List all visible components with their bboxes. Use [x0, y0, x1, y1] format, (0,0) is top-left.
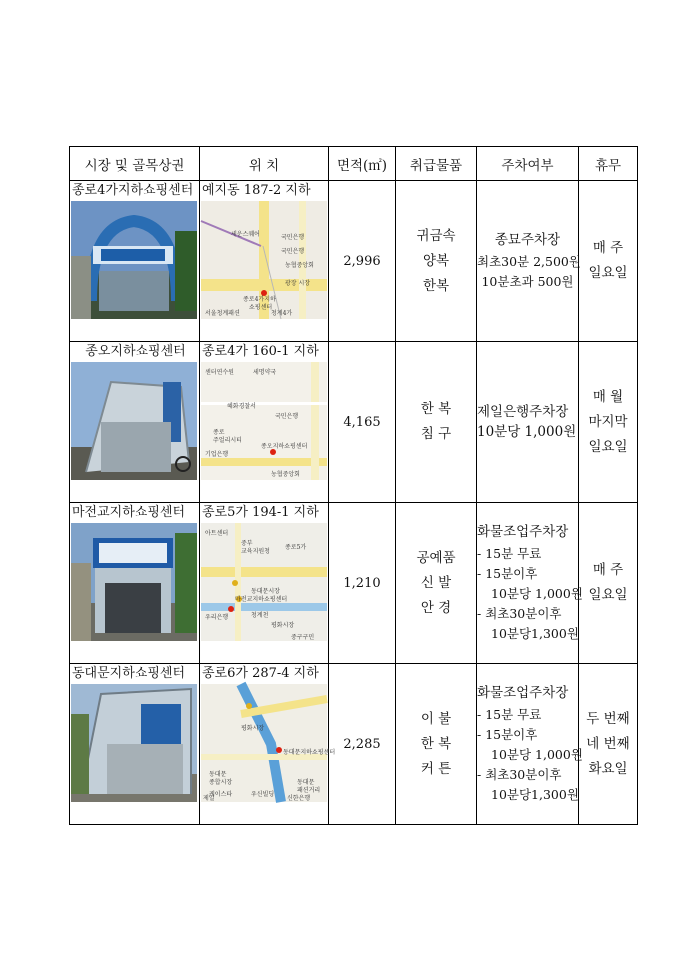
location-cell	[200, 664, 336, 825]
goods-cell	[396, 342, 477, 503]
goods-cell	[396, 503, 477, 664]
map-label: 세명약국	[253, 369, 277, 376]
goods-item: 침 구	[420, 426, 452, 442]
parking-line: 10분당 1,000원	[491, 586, 583, 601]
parking-cell	[477, 181, 579, 342]
map-label: 우리은행	[205, 614, 229, 621]
address: 종로4가 160-1 지하	[202, 344, 319, 359]
parking-line: - 15분이후	[477, 727, 538, 742]
closed-line: 매 주	[592, 240, 624, 256]
map-label: 케이스타	[209, 791, 233, 798]
entrance-photo	[71, 362, 197, 480]
map-label: 센터연수원	[205, 369, 234, 376]
entrance-photo	[71, 523, 197, 641]
goods-item: 한 복	[420, 401, 452, 417]
closed-line: 일요일	[588, 265, 628, 281]
market-name-cell	[70, 503, 200, 664]
closed-line: 매 월	[592, 388, 624, 405]
table-row	[70, 342, 638, 503]
goods-item: 한 복	[420, 735, 452, 752]
closed-line: 화요일	[588, 760, 628, 777]
area-value: 2,285	[329, 664, 396, 825]
header-parking: 주차여부	[477, 147, 579, 181]
map-label: 아트센터	[205, 530, 229, 537]
location-cell	[200, 181, 329, 342]
map-label: 패션거리	[297, 787, 321, 794]
map-label: 마전교지하쇼핑센터	[235, 596, 288, 603]
entrance-photo	[71, 201, 197, 319]
closed-line: 네 번째	[586, 735, 630, 752]
parking-title: 화물조업주차장	[477, 524, 569, 540]
parking-line: - 15분 무료	[477, 707, 542, 722]
parking-title: 종묘주차장	[494, 232, 561, 248]
goods-cell	[396, 664, 477, 825]
goods-item: 공예품	[416, 549, 456, 566]
closed-line: 마지막	[588, 413, 628, 430]
header-location: 위 치	[200, 147, 329, 181]
map-label: 중구구민	[291, 634, 315, 641]
table-row	[70, 181, 638, 342]
parking-line: 10분당 1,000원	[477, 424, 577, 440]
map-label: 국민은행	[275, 413, 299, 420]
market-table	[69, 146, 638, 825]
location-map	[201, 523, 327, 641]
table-row	[70, 664, 638, 825]
parking-line: - 15분이후	[477, 566, 538, 581]
location-map	[201, 684, 336, 802]
parking-cell	[477, 503, 583, 664]
map-label: 청계천	[251, 612, 269, 619]
parking-title: 화물조업주차장	[477, 685, 569, 701]
map-label: 동대문	[297, 779, 315, 786]
parking-line: 최초30분 2,500원	[477, 254, 581, 269]
header-closed: 휴무	[579, 147, 638, 181]
map-label: 중부	[241, 540, 253, 547]
parking-cell	[477, 342, 579, 503]
closed-cell	[579, 342, 638, 503]
map-label: 국민은행	[281, 248, 305, 255]
map-label: 평화시장	[241, 725, 265, 732]
map-label: 동대문시장	[251, 588, 280, 595]
goods-item: 귀금속	[416, 227, 456, 244]
map-label: 동대문	[209, 771, 227, 778]
area-value: 2,996	[329, 181, 396, 342]
goods-item: 한복	[422, 277, 450, 294]
parking-line: - 최초30분이후	[477, 767, 562, 782]
table-row	[70, 503, 638, 664]
map-label: 농협중앙회	[271, 471, 300, 478]
map-label: 국민은행	[281, 234, 305, 241]
closed-cell	[579, 503, 638, 664]
header-area: 면적(㎡)	[329, 147, 396, 181]
market-name: 종로4가지하쇼핑센터	[72, 183, 194, 198]
closed-cell	[579, 664, 638, 825]
map-label: 신한은행	[287, 795, 311, 802]
goods-item: 신 발	[420, 574, 452, 591]
header-goods: 취급물품	[396, 147, 477, 181]
map-label: 혜화경찰서	[227, 403, 256, 410]
map-label: 종합시장	[209, 779, 233, 786]
parking-line: 제일은행주차장	[477, 404, 569, 420]
header-row	[70, 147, 638, 181]
map-label: 기업은행	[205, 451, 229, 458]
map-label: 서울청계패션	[205, 310, 240, 317]
map-label: 우신빌딩	[251, 791, 275, 798]
market-name-cell	[70, 181, 200, 342]
goods-item: 양복	[422, 252, 450, 269]
parking-line: - 최초30분이후	[477, 606, 562, 621]
market-name-cell	[70, 664, 200, 825]
goods-item: 이 불	[420, 710, 452, 727]
map-label: 세운스퀘어	[231, 231, 260, 238]
map-label: 제일	[203, 795, 215, 802]
closed-line: 두 번째	[586, 710, 630, 727]
goods-item: 커 튼	[420, 760, 452, 777]
map-label: 광장 시장	[285, 280, 311, 287]
map-label: 주얼리시티	[213, 437, 242, 444]
parking-line: - 15분 무료	[477, 546, 542, 561]
closed-line: 매 주	[592, 562, 624, 578]
map-label: 동대문지하쇼핑센터	[283, 749, 336, 756]
area-value: 1,210	[329, 503, 396, 664]
parking-line: 10분당 1,000원	[491, 747, 583, 762]
market-name: 동대문지하쇼핑센터	[72, 666, 186, 681]
location-map	[201, 201, 327, 319]
location-cell	[200, 503, 329, 664]
map-label: 청계4가	[271, 310, 293, 317]
parking-line: 10분당1,300원	[491, 787, 579, 802]
location-map	[201, 362, 327, 480]
goods-cell	[396, 181, 477, 342]
address: 종로5가 194-1 지하	[202, 505, 319, 520]
market-name: 종오지하쇼핑센터	[85, 344, 186, 359]
map-label: 교육지원청	[241, 548, 270, 555]
map-label: 농협중앙회	[285, 262, 314, 269]
parking-line: 10분초과 500원	[481, 274, 574, 289]
entrance-photo	[71, 684, 197, 802]
map-label: 종오지하쇼핑센터	[261, 443, 308, 450]
map-label: 쇼핑센터	[249, 304, 273, 311]
closed-line: 일요일	[588, 587, 628, 603]
map-label: 종로	[213, 429, 225, 436]
header-market: 시장 및 골목상권	[70, 147, 200, 181]
location-cell	[200, 342, 329, 503]
map-label: 종로5가	[285, 544, 307, 551]
closed-cell	[579, 181, 638, 342]
goods-item: 안 경	[420, 599, 452, 616]
map-label: 종로4가지하	[243, 296, 276, 303]
area-value: 4,165	[329, 342, 396, 503]
parking-line: 10분당1,300원	[491, 626, 579, 641]
closed-line: 일요일	[588, 438, 628, 455]
address: 예지동 187-2 지하	[202, 183, 311, 198]
map-label: 평화시장	[271, 622, 295, 629]
parking-cell	[477, 664, 583, 825]
address: 종로6가 287-4 지하	[202, 666, 319, 681]
market-name: 마전교지하쇼핑센터	[72, 505, 186, 520]
market-name-cell	[70, 342, 200, 503]
